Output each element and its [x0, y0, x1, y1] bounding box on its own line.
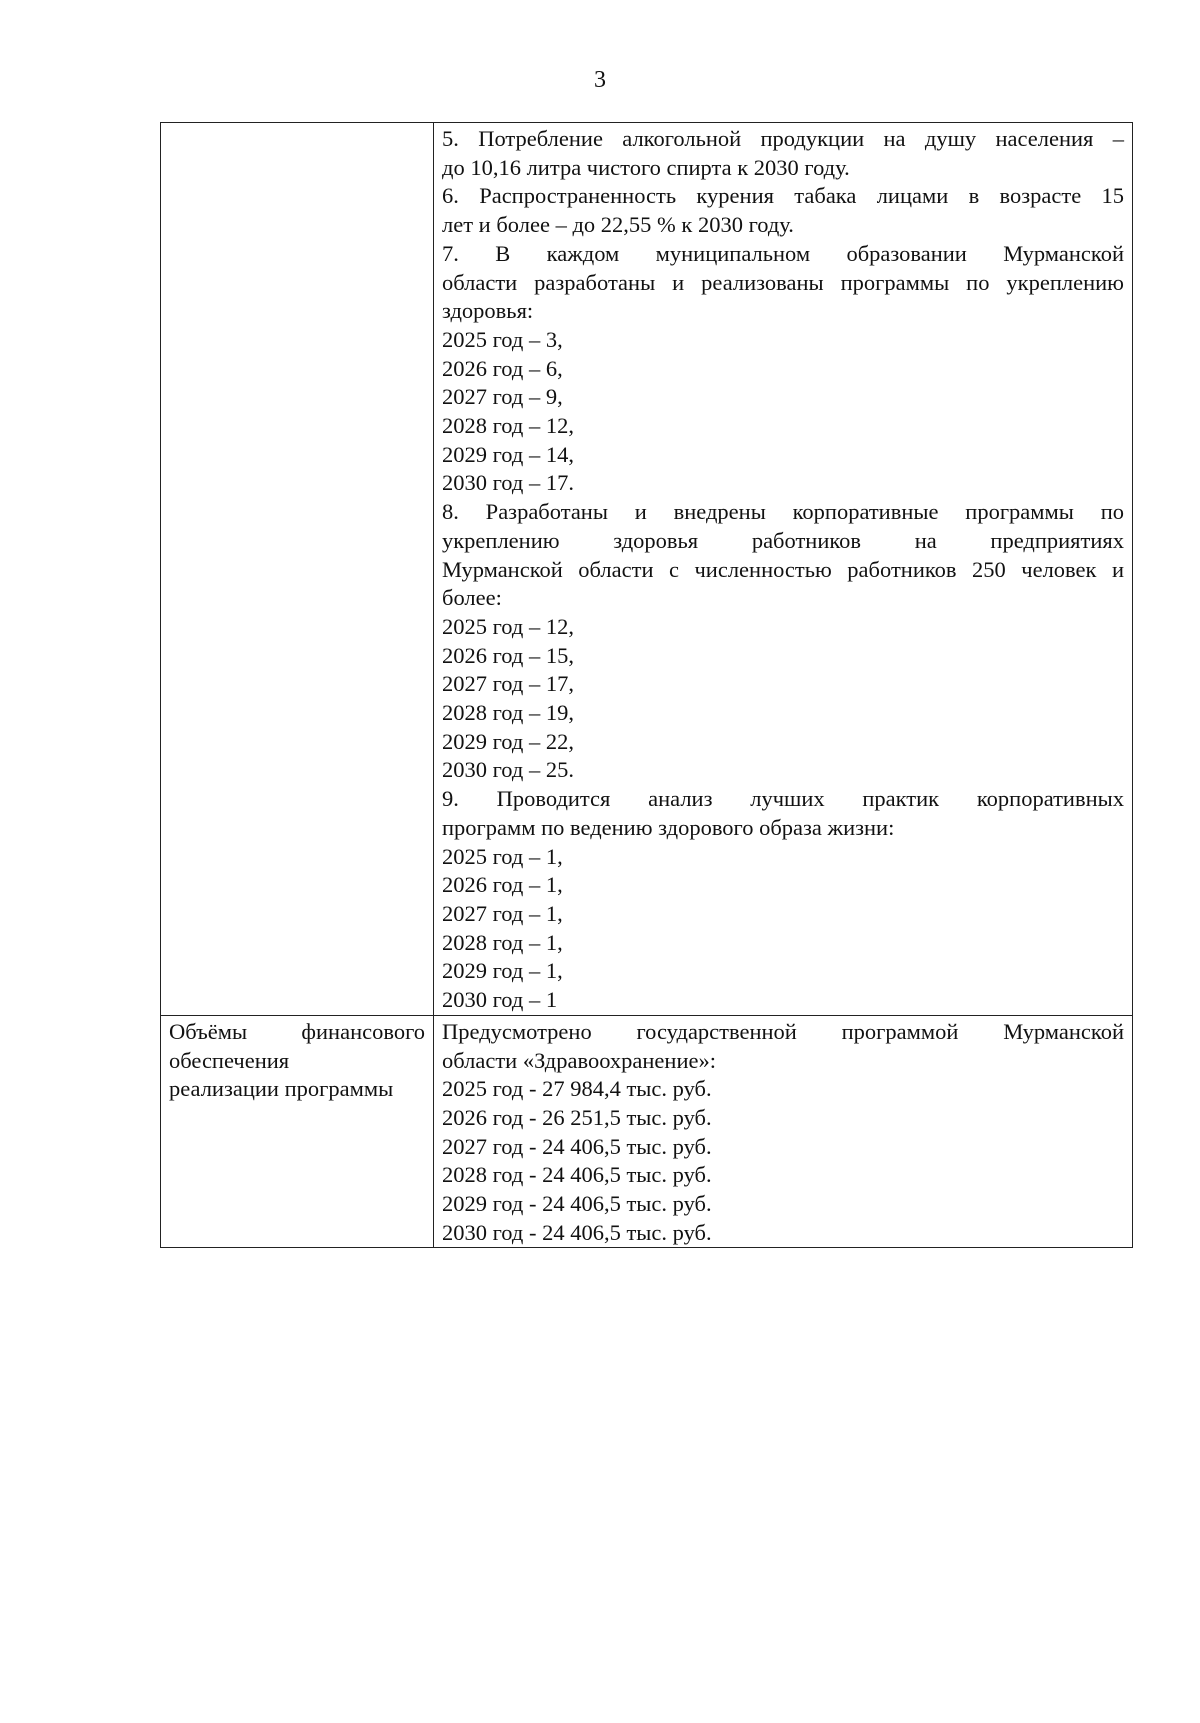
text-line: 2029 год - 24 406,5 тыс. руб. — [442, 1191, 712, 1217]
text-line: 2028 год - 24 406,5 тыс. руб. — [442, 1162, 712, 1188]
text-line: Мурманской области с численностью работников 250 человек и — [442, 556, 1124, 582]
text-line: 2027 год - 24 406,5 тыс. руб. — [442, 1133, 712, 1159]
table-body — [161, 123, 1133, 1248]
text-line: области разработаны и реализованы программы по укреплению — [442, 269, 1124, 295]
row-label-cell — [161, 1015, 434, 1248]
text-line: 2029 год – 1, — [442, 958, 563, 984]
text-line: программ по ведению здорового образа жизни: — [442, 814, 895, 840]
row-value-cell — [434, 123, 1133, 1016]
text-line: здоровья: — [442, 298, 534, 324]
text-line: 2026 год - 26 251,5 тыс. руб. — [442, 1104, 712, 1130]
text-line: 2027 год – 9, — [442, 384, 563, 410]
text-line: 7. В каждом муниципальном образовании Мурманской — [442, 240, 1124, 266]
text-line: до 10,16 литра чистого спирта к 2030 году. — [442, 154, 850, 180]
label-line: реализации программы — [169, 1076, 394, 1102]
text-line: 2029 год – 14, — [442, 441, 574, 467]
text-line: 2030 год – 17. — [442, 470, 574, 496]
indicator-item — [442, 125, 1124, 182]
table-row — [161, 1015, 1133, 1248]
text-line: 9. Проводится анализ лучших практик корпоративных — [442, 786, 1124, 812]
text-line: 2025 год – 1, — [442, 843, 563, 869]
text-line: 2026 год – 6, — [442, 355, 563, 381]
indicator-item — [442, 498, 1124, 785]
text-line: 6. Распространенность курения табака лицами в возрасте 15 — [442, 183, 1124, 209]
text-line: 2026 год – 15, — [442, 642, 574, 668]
row-label-cell — [161, 123, 434, 1016]
program-passport-table — [160, 122, 1133, 1248]
indicator-item — [442, 785, 1124, 1015]
label-line: Объёмы финансового — [169, 1018, 425, 1044]
row-value-cell — [434, 1015, 1133, 1248]
text-line: области «Здравоохранение»: — [442, 1047, 716, 1073]
text-line: лет и более – до 22,55 % к 2030 году. — [442, 212, 794, 238]
indicator-item — [442, 240, 1124, 498]
text-line: 2030 год - 24 406,5 тыс. руб. — [442, 1219, 712, 1245]
text-line: 2025 год – 12, — [442, 613, 574, 639]
text-line: укреплению здоровья работников на предприятиях — [442, 527, 1124, 553]
text-line: 2028 год – 12, — [442, 413, 574, 439]
text-line: 2030 год – 25. — [442, 757, 574, 783]
text-line: 2027 год – 17, — [442, 671, 574, 697]
text-line: 5. Потребление алкогольной продукции на душу населения – — [442, 126, 1124, 151]
text-line: 8. Разработаны и внедрены корпоративные программы по — [442, 499, 1124, 525]
indicator-item — [442, 1018, 1124, 1248]
text-line: 2030 год – 1 — [442, 987, 558, 1013]
text-line: 2025 год – 3, — [442, 326, 563, 352]
indicator-item — [442, 182, 1124, 239]
text-line: 2025 год - 27 984,4 тыс. руб. — [442, 1076, 712, 1102]
text-line: 2028 год – 19, — [442, 700, 574, 726]
text-line: 2028 год – 1, — [442, 929, 563, 955]
text-line: более: — [442, 585, 502, 611]
text-line: 2026 год – 1, — [442, 872, 563, 898]
text-line: 2029 год – 22, — [442, 728, 574, 754]
table-row — [161, 123, 1133, 1016]
text-line: 2027 год – 1, — [442, 900, 563, 926]
page-number: 3 — [594, 67, 606, 93]
label-line: обеспечения — [169, 1047, 290, 1073]
text-line: Предусмотрено государственной программой Мурманской — [442, 1018, 1124, 1044]
